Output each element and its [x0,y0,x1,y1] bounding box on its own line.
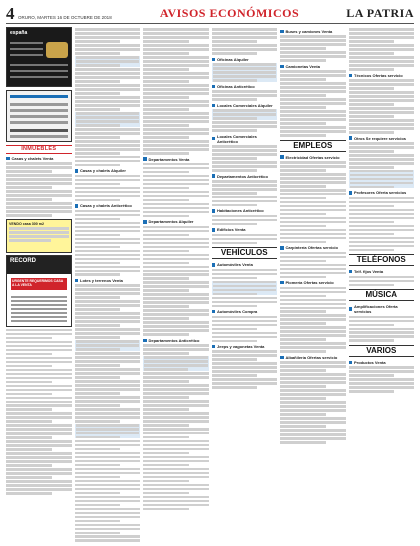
section-header: Departamentos Venta [143,157,209,162]
section-header: Locales Comerciales Alquiler [212,103,278,108]
section-header: Edificios Venta [212,227,278,232]
page-date: ORURO, MARTES 16 DE OCTUBRE DE 2018 [18,14,112,20]
section-header: Telf. fijos Venta [349,269,415,274]
section-header: Locales Comerciales Anticrético [212,134,278,144]
band-telefonos: TELÉFONOS [349,254,415,266]
section-header: Otros Se requiere servicios [349,136,415,141]
section-header: Casas y chalets Alquiler [75,168,141,173]
section-header: Productos Venta [349,360,415,365]
page-number: 4 [6,3,15,23]
section-header: Jeeps y vagonetas Venta [212,344,278,349]
section-header: Carpintería Ofertas servicio [280,245,346,250]
cooperative-ad [6,90,72,142]
column-4 [212,27,278,543]
section-header: Departamentos Alquiler [143,219,209,224]
record-ad: RECORD URGENTE REQUERIMOS CASA A LA VENTA [6,255,72,327]
column-3 [143,27,209,543]
section-header: Técnicos Ofertas servicio [349,73,415,78]
column-6 [349,27,415,543]
section-header: Albañilería Ofertas servicio [280,355,346,360]
section-header: Departamentos Anticrético [143,338,209,343]
section-header: Casas y chalets Anticrético [75,203,141,208]
espana-ad [6,27,72,87]
band-vehiculos: VEHÍCULOS [212,247,278,259]
boxed-ad: VENDO casa 300 m2 [6,219,72,253]
section-header: Camionetas Venta [280,64,346,69]
section-header: Casas y chalets Venta [6,156,72,161]
column-5 [280,27,346,543]
column-2 [75,27,141,543]
band-musica: MÚSICA [349,289,415,301]
section-header: Profesores Oferta servicios [349,190,415,195]
section-header: Oficinas Anticrético [212,84,278,89]
section-header: Automóviles Compra [212,309,278,314]
section-header: Lotes y terrenos Venta [75,278,141,283]
section-header: Buses y camiones Venta [280,29,346,34]
newspaper-name: LA PATRIA [346,6,414,20]
section-header: Electricidad Ofertas servicio [280,155,346,160]
ad-brand: españa [10,30,28,36]
section-header: Habitaciones Anticrético [212,208,278,213]
section-header: Departamentos Anticrético [212,174,278,179]
band-varios: VARIOS [349,345,415,357]
section-header: Amplificaciones Oferta servicios [349,304,415,314]
page-header [6,4,414,24]
columns [6,27,414,543]
jewelry-image [46,42,68,58]
section-header: Plomería Ofertas servicio [280,280,346,285]
column-1 [6,27,72,543]
band-inmuebles: INMUEBLES [6,145,72,154]
band-empleos: EMPLEOS [280,140,346,152]
section-title: AVISOS ECONÓMICOS [159,6,300,20]
section-header: Automóviles Venta [212,262,278,267]
section-header: Oficinas Alquiler [212,57,278,62]
